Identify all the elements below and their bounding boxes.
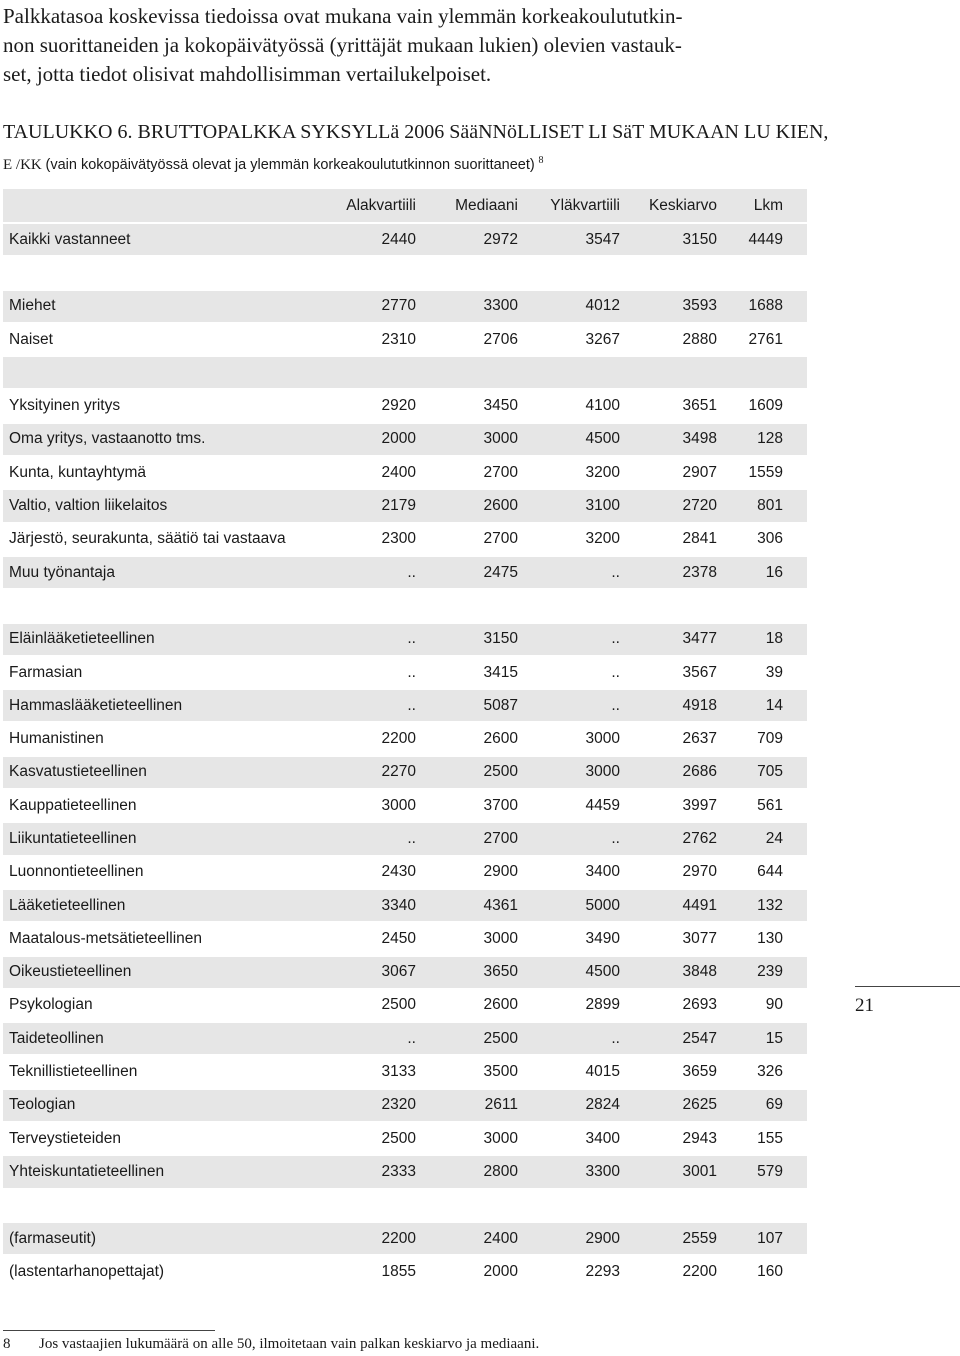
- row-label: Kunta, kuntayhtymä: [3, 456, 316, 489]
- row-value: 3077: [620, 922, 717, 955]
- row-value: 2907: [620, 456, 717, 489]
- row-value: 3567: [620, 656, 717, 689]
- row-value: 3659: [620, 1055, 717, 1088]
- table-row: [3, 223, 807, 256]
- table-row: [3, 456, 807, 489]
- row-value: ..: [316, 656, 416, 689]
- footnote: [3, 1336, 539, 1353]
- row-value: 2761: [717, 323, 807, 356]
- row-label: (lastentarhanopettajat): [3, 1255, 316, 1288]
- table-row: [3, 1122, 807, 1155]
- table-row: [3, 423, 807, 456]
- row-value: 3300: [518, 1155, 620, 1188]
- row-value: 2762: [620, 822, 717, 855]
- row-value: 2547: [620, 1022, 717, 1055]
- row-label: Kasvatustieteellinen: [3, 756, 316, 789]
- table-row: [3, 623, 807, 656]
- row-value: 14: [717, 689, 807, 722]
- row-value: 3267: [518, 323, 620, 356]
- row-label: Lääketieteellinen: [3, 889, 316, 922]
- table-row: [3, 689, 807, 722]
- row-value: 4500: [518, 956, 620, 989]
- row-value: [518, 1189, 620, 1222]
- row-value: 3651: [620, 389, 717, 422]
- row-label: Taideteollinen: [3, 1022, 316, 1055]
- row-value: 2270: [316, 756, 416, 789]
- row-value: 2475: [416, 556, 518, 589]
- row-value: 4449: [717, 223, 807, 256]
- row-label: Terveystieteiden: [3, 1122, 316, 1155]
- row-value: [416, 1189, 518, 1222]
- row-value: 4918: [620, 689, 717, 722]
- row-value: 2841: [620, 523, 717, 556]
- row-label: Maatalous-metsätieteellinen: [3, 922, 316, 955]
- row-value: 3650: [416, 956, 518, 989]
- row-label: [3, 1189, 316, 1222]
- row-value: ..: [518, 1022, 620, 1055]
- table-row: [3, 989, 807, 1022]
- header-alakvartiili: Alakvartiili: [316, 189, 416, 223]
- row-label: [3, 356, 316, 389]
- table-row: [3, 822, 807, 855]
- row-value: 2378: [620, 556, 717, 589]
- row-value: 2500: [316, 1122, 416, 1155]
- row-value: 306: [717, 523, 807, 556]
- row-label: Yhteiskuntatieteellinen: [3, 1155, 316, 1188]
- row-value: 4100: [518, 389, 620, 422]
- row-value: 1855: [316, 1255, 416, 1288]
- row-value: 2943: [620, 1122, 717, 1155]
- header-ylakvartiili: Yläkvartiili: [518, 189, 620, 223]
- row-label: Eläinlääketieteellinen: [3, 623, 316, 656]
- table-row: [3, 589, 807, 622]
- table-row: [3, 256, 807, 289]
- row-value: 3490: [518, 922, 620, 955]
- row-value: 3997: [620, 789, 717, 822]
- table-row: [3, 290, 807, 323]
- row-value: 39: [717, 656, 807, 689]
- row-value: 2500: [416, 1022, 518, 1055]
- row-value: ..: [316, 689, 416, 722]
- row-value: 4500: [518, 423, 620, 456]
- row-value: 3150: [416, 623, 518, 656]
- row-value: 3067: [316, 956, 416, 989]
- row-value: 3477: [620, 623, 717, 656]
- row-value: 709: [717, 722, 807, 755]
- row-value: [316, 256, 416, 289]
- row-value: 3300: [416, 290, 518, 323]
- table-row: [3, 656, 807, 689]
- row-value: 3200: [518, 523, 620, 556]
- row-value: 3593: [620, 290, 717, 323]
- row-label: Järjestö, seurakunta, säätiö tai vastaava: [3, 523, 316, 556]
- row-value: [416, 356, 518, 389]
- row-value: 16: [717, 556, 807, 589]
- row-value: 2880: [620, 323, 717, 356]
- row-value: 18: [717, 623, 807, 656]
- row-label: Teologian: [3, 1089, 316, 1122]
- row-value: 705: [717, 756, 807, 789]
- row-value: 90: [717, 989, 807, 1022]
- row-value: [518, 589, 620, 622]
- header-cell: [3, 189, 316, 223]
- row-value: ..: [316, 822, 416, 855]
- row-value: 2559: [620, 1222, 717, 1255]
- table-row: [3, 856, 807, 889]
- row-value: 4015: [518, 1055, 620, 1088]
- row-value: 2625: [620, 1089, 717, 1122]
- row-value: 2320: [316, 1089, 416, 1122]
- row-value: 1559: [717, 456, 807, 489]
- intro-line: set, jotta tiedot olisivat mahdollisimman vertailukelpoiset.: [3, 62, 492, 86]
- row-label: Hammaslääketieteellinen: [3, 689, 316, 722]
- table-row: [3, 956, 807, 989]
- row-value: 3200: [518, 456, 620, 489]
- row-value: 2970: [620, 856, 717, 889]
- row-label: Oma yritys, vastaanotto tms.: [3, 423, 316, 456]
- caption-unit: E /KK: [3, 157, 42, 173]
- row-value: 3000: [416, 423, 518, 456]
- row-value: 132: [717, 889, 807, 922]
- row-value: [717, 356, 807, 389]
- table-row: [3, 1022, 807, 1055]
- header-mediaani: Mediaani: [416, 189, 518, 223]
- row-value: [717, 256, 807, 289]
- row-label: Kauppatieteellinen: [3, 789, 316, 822]
- row-value: 3000: [416, 1122, 518, 1155]
- row-value: 239: [717, 956, 807, 989]
- row-value: [518, 356, 620, 389]
- row-value: 2600: [416, 989, 518, 1022]
- table-caption-subtitle: [3, 150, 543, 176]
- caption-footnote-ref: 8: [538, 155, 544, 166]
- row-label: [3, 256, 316, 289]
- row-value: 24: [717, 822, 807, 855]
- row-value: 155: [717, 1122, 807, 1155]
- table-caption-title: TAULUKKO 6. BRUTTOPALKKA SYKSYLLä 2006 SääNNöLLISET LI SäT MUKAAN LU KIEN,: [3, 121, 829, 143]
- table-row: [3, 489, 807, 522]
- row-value: 2000: [316, 423, 416, 456]
- row-value: 3700: [416, 789, 518, 822]
- row-value: 2700: [416, 523, 518, 556]
- row-value: 3100: [518, 489, 620, 522]
- row-value: 2637: [620, 722, 717, 755]
- row-value: [717, 1189, 807, 1222]
- row-value: 326: [717, 1055, 807, 1088]
- table-row: [3, 1089, 807, 1122]
- row-value: 2293: [518, 1255, 620, 1288]
- row-value: 3001: [620, 1155, 717, 1188]
- row-value: 2600: [416, 489, 518, 522]
- row-value: 2310: [316, 323, 416, 356]
- row-value: 2500: [416, 756, 518, 789]
- row-value: 3000: [416, 922, 518, 955]
- row-value: 2899: [518, 989, 620, 1022]
- row-value: 561: [717, 789, 807, 822]
- row-value: 2693: [620, 989, 717, 1022]
- row-label: Muu työnantaja: [3, 556, 316, 589]
- row-value: 2600: [416, 722, 518, 755]
- row-value: 3848: [620, 956, 717, 989]
- table-row: [3, 922, 807, 955]
- row-value: 5087: [416, 689, 518, 722]
- table-row: [3, 556, 807, 589]
- row-value: 2800: [416, 1155, 518, 1188]
- row-value: 644: [717, 856, 807, 889]
- page-number-rule: [855, 986, 960, 987]
- table-row: [3, 1222, 807, 1255]
- row-value: 1688: [717, 290, 807, 323]
- intro-paragraph: [3, 2, 823, 89]
- row-value: 3500: [416, 1055, 518, 1088]
- header-keskiarvo: Keskiarvo: [620, 189, 717, 223]
- row-value: 3400: [518, 856, 620, 889]
- row-value: 2200: [316, 722, 416, 755]
- intro-line: non suorittaneiden ja kokopäivätyössä (yrittäjät mukaan lukien) olevien vastauk-: [3, 33, 682, 57]
- row-value: 128: [717, 423, 807, 456]
- row-label: [3, 589, 316, 622]
- row-value: ..: [316, 556, 416, 589]
- row-value: 4491: [620, 889, 717, 922]
- row-label: Miehet: [3, 290, 316, 323]
- row-label: Kaikki vastanneet: [3, 223, 316, 256]
- row-value: 4361: [416, 889, 518, 922]
- table-row: [3, 1189, 807, 1222]
- row-value: ..: [518, 822, 620, 855]
- row-value: 2300: [316, 523, 416, 556]
- table-row: [3, 356, 807, 389]
- footnote-mark: 8: [3, 1336, 11, 1352]
- row-value: 4012: [518, 290, 620, 323]
- table-row: [3, 523, 807, 556]
- row-value: 2179: [316, 489, 416, 522]
- row-value: [717, 589, 807, 622]
- row-value: 69: [717, 1089, 807, 1122]
- table-row: [3, 1055, 807, 1088]
- row-value: [518, 256, 620, 289]
- row-value: 3133: [316, 1055, 416, 1088]
- table-row: [3, 1255, 807, 1288]
- row-value: ..: [518, 623, 620, 656]
- row-value: 2700: [416, 456, 518, 489]
- row-value: 2400: [416, 1222, 518, 1255]
- row-value: 3150: [620, 223, 717, 256]
- row-value: ..: [316, 1022, 416, 1055]
- row-value: 3340: [316, 889, 416, 922]
- row-label: Farmasian: [3, 656, 316, 689]
- row-value: 3400: [518, 1122, 620, 1155]
- row-value: [416, 256, 518, 289]
- row-label: Psykologian: [3, 989, 316, 1022]
- row-label: Yksityinen yritys: [3, 389, 316, 422]
- row-value: [316, 1189, 416, 1222]
- row-value: 4459: [518, 789, 620, 822]
- row-value: [316, 589, 416, 622]
- table-header-row: [3, 189, 807, 223]
- row-label: Liikuntatieteellinen: [3, 822, 316, 855]
- row-label: Teknillistieteellinen: [3, 1055, 316, 1088]
- row-value: 2920: [316, 389, 416, 422]
- table-row: [3, 889, 807, 922]
- row-value: ..: [518, 556, 620, 589]
- row-value: 2770: [316, 290, 416, 323]
- intro-line: Palkkatasoa koskevissa tiedoissa ovat mukana vain ylemmän korkeakoulututkin-: [3, 4, 683, 28]
- row-value: 2720: [620, 489, 717, 522]
- table-row: [3, 1155, 807, 1188]
- row-label: Valtio, valtion liikelaitos: [3, 489, 316, 522]
- row-label: (farmaseutit): [3, 1222, 316, 1255]
- row-value: 2686: [620, 756, 717, 789]
- page-number: 21: [855, 995, 874, 1016]
- row-value: 107: [717, 1222, 807, 1255]
- table-body: [3, 223, 807, 1289]
- row-value: 2400: [316, 456, 416, 489]
- row-value: 2500: [316, 989, 416, 1022]
- row-value: [416, 589, 518, 622]
- row-value: 3000: [518, 756, 620, 789]
- table-row: [3, 789, 807, 822]
- row-value: 2200: [620, 1255, 717, 1288]
- row-value: 3000: [518, 722, 620, 755]
- row-label: Luonnontieteellinen: [3, 856, 316, 889]
- caption-description: (vain kokopäivätyössä olevat ja ylemmän korkeakoulututkinnon suorittaneet): [45, 157, 535, 173]
- table-row: [3, 323, 807, 356]
- footnote-rule: [3, 1330, 215, 1331]
- row-value: 5000: [518, 889, 620, 922]
- row-value: 3498: [620, 423, 717, 456]
- row-value: 2450: [316, 922, 416, 955]
- row-value: 3000: [316, 789, 416, 822]
- row-label: Naiset: [3, 323, 316, 356]
- row-value: 2824: [518, 1089, 620, 1122]
- row-value: 3415: [416, 656, 518, 689]
- row-value: 2611: [416, 1089, 518, 1122]
- row-label: Humanistinen: [3, 722, 316, 755]
- row-value: 130: [717, 922, 807, 955]
- row-value: 1609: [717, 389, 807, 422]
- row-value: ..: [316, 623, 416, 656]
- header-lkm: Lkm: [717, 189, 807, 223]
- row-value: 2430: [316, 856, 416, 889]
- row-value: [620, 356, 717, 389]
- row-value: 2706: [416, 323, 518, 356]
- row-value: 2900: [416, 856, 518, 889]
- row-value: 2200: [316, 1222, 416, 1255]
- row-value: 2900: [518, 1222, 620, 1255]
- row-value: ..: [518, 656, 620, 689]
- row-value: [620, 1189, 717, 1222]
- row-value: 3547: [518, 223, 620, 256]
- row-value: [316, 356, 416, 389]
- footnote-text: Jos vastaajien lukumäärä on alle 50, ilmoitetaan vain palkan keskiarvo ja mediaani.: [39, 1336, 540, 1352]
- table-row: [3, 722, 807, 755]
- table-row: [3, 756, 807, 789]
- salary-table: [3, 189, 807, 1290]
- row-value: 2440: [316, 223, 416, 256]
- row-value: [620, 256, 717, 289]
- row-value: 2000: [416, 1255, 518, 1288]
- row-value: 2972: [416, 223, 518, 256]
- row-value: 801: [717, 489, 807, 522]
- table-row: [3, 389, 807, 422]
- row-value: 579: [717, 1155, 807, 1188]
- row-value: 160: [717, 1255, 807, 1288]
- row-label: Oikeustieteellinen: [3, 956, 316, 989]
- row-value: 2700: [416, 822, 518, 855]
- row-value: ..: [518, 689, 620, 722]
- row-value: 2333: [316, 1155, 416, 1188]
- row-value: [620, 589, 717, 622]
- row-value: 15: [717, 1022, 807, 1055]
- row-value: 3450: [416, 389, 518, 422]
